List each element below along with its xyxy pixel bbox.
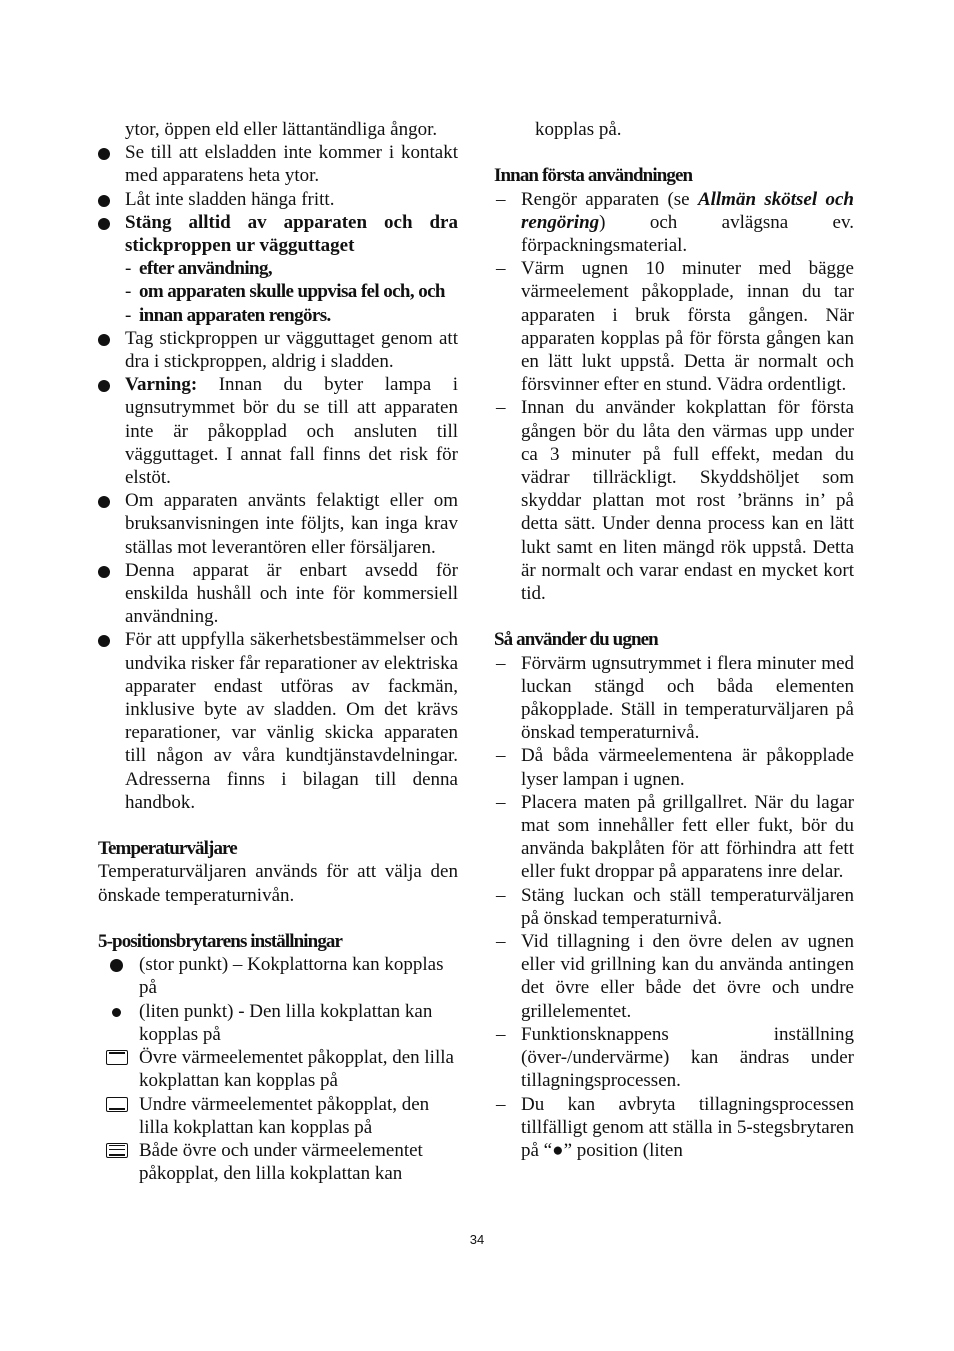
section-heading: 5-positionsbrytarens inställningar (98, 931, 343, 953)
cross-reference: Allmän skötsel och rengöring (521, 188, 854, 233)
list-item (494, 930, 854, 1023)
list-item-text: ) och avlägsna ev. förpackningsmaterial. (521, 211, 854, 256)
list-item (494, 652, 854, 745)
continuation-text: kopplas på. (535, 119, 622, 140)
sub-item (98, 257, 458, 280)
list-item-text: Placera maten på grillgallret. När du lagar mat som innehåller fett eller fukt, bör du använda bakplåten för att förhindra att fett eller fukt droppar på apparatens inre delar. (521, 791, 854, 883)
left-column (98, 118, 458, 1185)
list-item-text: Då båda värmeelementena är påkopplade lyser lampan i ugnen. (521, 745, 854, 790)
setting-item (98, 1000, 458, 1046)
page-number: 34 (469, 1232, 485, 1247)
dash-marker: - (125, 304, 131, 326)
list-item-text: Se till att elsladden inte kommer i kontakt med apparatens heta ytor. (125, 142, 458, 187)
list-item-text: Förvärm ugnsutrymmet i flera minuter med luckan stängd och båda elementen påkopplade. Ställ in temperaturväljaren på önskad temperaturnivå. (521, 652, 854, 744)
list-item-text: Om apparaten använts felaktigt eller om bruksanvisningen inte följts, kan inga krav ställas mot leverantören eller försäljaren. (125, 490, 458, 558)
bullet-icon (98, 566, 110, 578)
dash-marker: – (496, 791, 506, 813)
list-item (98, 188, 458, 211)
dash-marker: – (496, 1093, 506, 1115)
sub-item-text: innan apparaten rengörs. (139, 304, 331, 326)
warning-text: Innan du byter lampa i ugnsutrymmet bör du se till att apparaten inte är påkopplad och ansluten till vägguttaget. I annat fall finns det risk för elstöt. (125, 374, 458, 489)
list-item-text: Värm ugnen 10 minuter med bägge värmeelement påkopplade, innan du tar apparaten i bruk första gången. När apparaten kopplas på för första gången kan en lätt lukt uppstå. Detta är normalt och försvinner efter en stund. Vädra ordentligt. (521, 258, 854, 396)
list-item-text: Rengör apparaten (se (521, 188, 698, 210)
list-item-text: Låt inte sladden hänga fritt. (125, 188, 335, 210)
list-item (494, 1023, 854, 1093)
list-item (98, 628, 458, 814)
dash-marker: – (496, 652, 506, 674)
list-item (494, 257, 854, 396)
sub-item-text: efter användning, (139, 258, 273, 280)
warning-label: Varning: (125, 374, 198, 396)
right-column (494, 118, 854, 1162)
top-bottom-heat-icon (106, 1143, 128, 1158)
list-item-text: Tag stickproppen ur vägguttaget genom att dra i stickproppen, aldrig i sladden. (125, 327, 458, 373)
list-item-text: Stäng luckan och ställ temperaturväljaren på önskad temperaturnivå. (521, 884, 854, 929)
bullet-icon (98, 496, 110, 508)
dash-marker: – (496, 188, 506, 210)
dash-marker: - (125, 258, 131, 280)
setting-text: Både övre och under värmeelementet påkopplat, den lilla kokplattan kan (139, 1139, 423, 1185)
list-item (98, 489, 458, 559)
setting-text: Undre värmeelementet påkopplat, den lilla kokplattan kan kopplas på (139, 1093, 430, 1138)
bullet-icon (98, 380, 110, 392)
section-heading: Innan första användningen (494, 165, 693, 187)
list-item (494, 396, 854, 605)
sub-item-text: om apparaten skulle uppvisa fel och, och (139, 281, 445, 303)
list-item-text: Denna apparat är enbart avsedd för enskilda hushåll och inte för kommersiell användning. (125, 559, 458, 628)
dash-marker: - (125, 281, 131, 303)
list-item-text: Funktionsknappens inställning (över-/undervärme) kan ändras under tillagningsprocessen. (521, 1023, 854, 1092)
list-item-text: Vid tillagning i den övre delen av ugnen eller vid grillning kan du använda antingen det övre eller både det övre och undre grillelementet. (521, 931, 854, 1022)
continuation-text: ytor, öppen eld eller lättantändliga ångor. (125, 119, 438, 140)
dash-marker: – (496, 884, 506, 906)
paragraph: Temperaturväljaren används för att välja den önskade temperaturnivån. (98, 861, 458, 906)
list-item (98, 327, 458, 373)
small-dot-icon (112, 1008, 121, 1017)
list-item-text: Du kan avbryta tillagningsprocessen tillfälligt genom att ställa in 5-stegsbrytaren på “●” position (liten (521, 1093, 854, 1161)
bottom-heat-icon (106, 1097, 128, 1112)
warning-item (98, 373, 458, 489)
setting-text: Övre värmeelementet påkopplat, den lilla kokplattan kan kopplas på (139, 1047, 454, 1092)
list-item (494, 188, 854, 258)
list-item (494, 1093, 854, 1163)
setting-item (98, 1046, 458, 1092)
sub-item (98, 280, 458, 303)
list-item-text: Innan du använder kokplattan för första gången bör du låta den värmas upp under ca 3 minuter på full effekt, medan du vädrar tillräckligt. Skyddshöljet som skyddar plattan mot rost ’bränns in’ på detta sätt. Under denna process kan en lätt lukt samt en liten mängd rök uppstå. Detta är normalt och varar endast en mycket kort tid. (521, 397, 854, 605)
dash-marker: – (496, 258, 506, 280)
list-item (98, 141, 458, 187)
list-item (494, 744, 854, 790)
large-dot-icon (110, 959, 123, 972)
section-heading: Temperaturväljare (98, 838, 237, 860)
setting-item (98, 1093, 458, 1139)
list-item-text: För att uppfylla säkerhetsbestämmelser och undvika risker får reparationer av elektriska apparater endast utföras av fackmän, inklusive byte av sladden. Om det krävs reparationer, var vänlig skicka apparaten till någon av våra kundtjänstavdelningar. Adresserna finns i bilagan till denna handbok. (125, 629, 458, 813)
list-item-text: Stäng alltid av apparaten och dra stickproppen ur vägguttaget (125, 211, 458, 257)
setting-item (98, 953, 458, 999)
section-heading: Så använder du ugnen (494, 629, 658, 651)
list-item (494, 791, 854, 884)
dash-marker: – (496, 931, 506, 953)
list-item (494, 884, 854, 930)
dash-marker: – (496, 1023, 506, 1045)
top-heat-icon (106, 1050, 128, 1065)
setting-text: (liten punkt) - Den lilla kokplattan kan kopplas på (139, 1000, 433, 1045)
sub-item (98, 304, 458, 327)
bullet-icon (98, 195, 110, 207)
list-item (98, 559, 458, 629)
bullet-icon (98, 148, 110, 160)
bullet-icon (98, 635, 110, 647)
dash-marker: – (496, 745, 506, 767)
setting-item (98, 1139, 458, 1185)
dash-marker: – (496, 397, 506, 419)
bullet-icon (98, 334, 110, 346)
bullet-icon (98, 218, 110, 230)
setting-text: (stor punkt) – Kokplattorna kan kopplas på (139, 954, 444, 999)
list-item (98, 211, 458, 257)
